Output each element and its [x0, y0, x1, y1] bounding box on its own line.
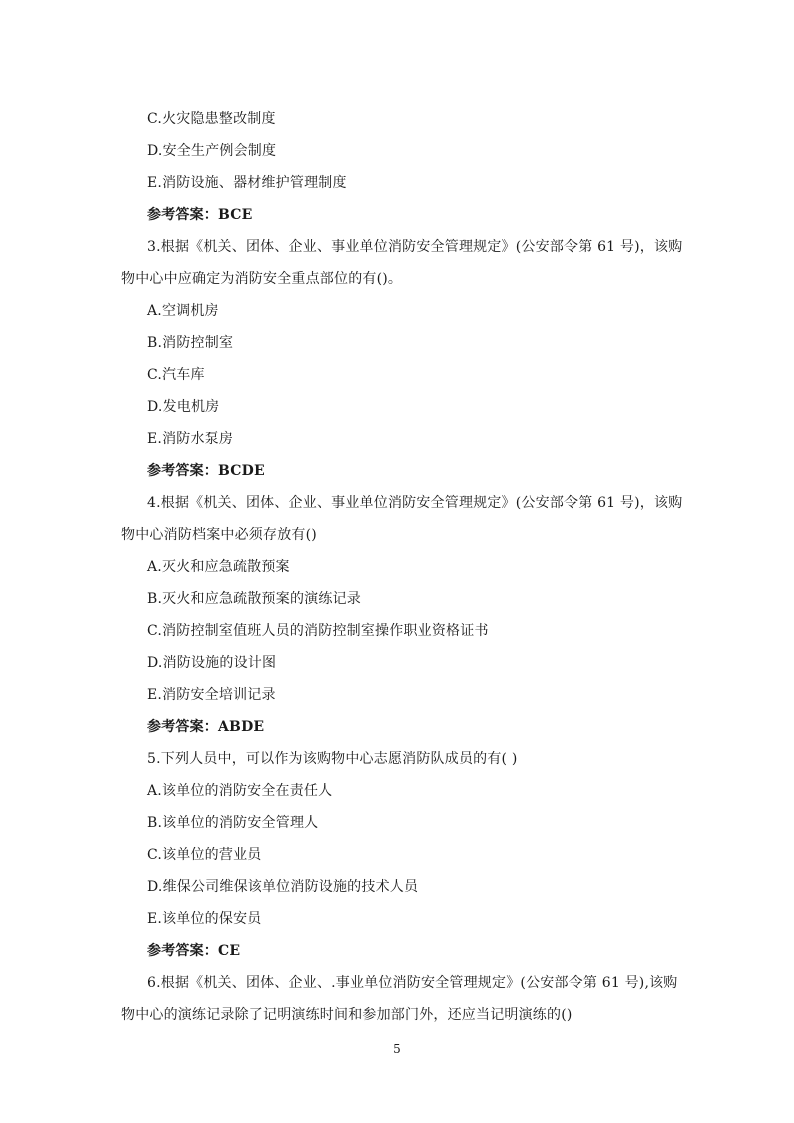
- q3-option-a: A.空调机房: [147, 303, 219, 319]
- q2-option-d: D.安全生产例会制度: [147, 143, 277, 159]
- q4-answer: 参考答案：ABDE: [147, 719, 265, 735]
- q4-option-c: C.消防控制室值班人员的消防控制室操作职业资格证书: [147, 623, 489, 639]
- q4-stem-line2: 物中心消防档案中必须存放有(): [121, 527, 317, 543]
- q4-option-d: D.消防设施的设计图: [147, 655, 277, 671]
- q3-option-d: D.发电机房: [147, 399, 220, 415]
- q2-answer: 参考答案：BCE: [147, 207, 253, 223]
- q5-option-e: E.该单位的保安员: [147, 911, 262, 927]
- q5-option-c: C.该单位的营业员: [147, 847, 262, 863]
- q6-stem-line1: 6.根据《机关、团体、企业、.事业单位消防安全管理规定》(公安部令第 61 号),该购: [147, 975, 678, 991]
- q4-option-e: E.消防安全培训记录: [147, 687, 276, 703]
- q5-option-a: A.该单位的消防安全在责任人: [147, 783, 333, 799]
- page-number: 5: [393, 1042, 401, 1056]
- q5-answer: 参考答案：CE: [147, 943, 241, 959]
- q4-stem-line1: 4.根据《机关、团体、企业、事业单位消防安全管理规定》(公安部令第 61 号)，该购: [147, 495, 683, 511]
- q3-option-b: B.消防控制室: [147, 335, 234, 351]
- q4-option-a: A.灭火和应急疏散预案: [147, 559, 290, 575]
- q2-option-e: E.消防设施、器材维护管理制度: [147, 175, 347, 191]
- q2-option-c: C.火灾隐患整改制度: [147, 111, 276, 127]
- q4-option-b: B.灭火和应急疏散预案的演练记录: [147, 591, 361, 607]
- q3-option-e: E.消防水泵房: [147, 431, 234, 447]
- q5-option-d: D.维保公司维保该单位消防设施的技术人员: [147, 879, 419, 895]
- q3-stem-line1: 3.根据《机关、团体、企业、事业单位消防安全管理规定》(公安部令第 61 号)，该购: [147, 239, 683, 255]
- q3-option-c: C.汽车库: [147, 367, 205, 383]
- q5-option-b: B.该单位的消防安全管理人: [147, 815, 319, 831]
- q3-answer: 参考答案：BCDE: [147, 463, 265, 479]
- q6-stem-line2: 物中心的演练记录除了记明演练时间和参加部门外，还应当记明演练的(): [121, 1007, 573, 1023]
- q3-stem-line2: 物中心中应确定为消防安全重点部位的有()。: [121, 271, 403, 287]
- q5-stem-line1: 5.下列人员中，可以作为该购物中心志愿消防队成员的有( ): [147, 751, 518, 767]
